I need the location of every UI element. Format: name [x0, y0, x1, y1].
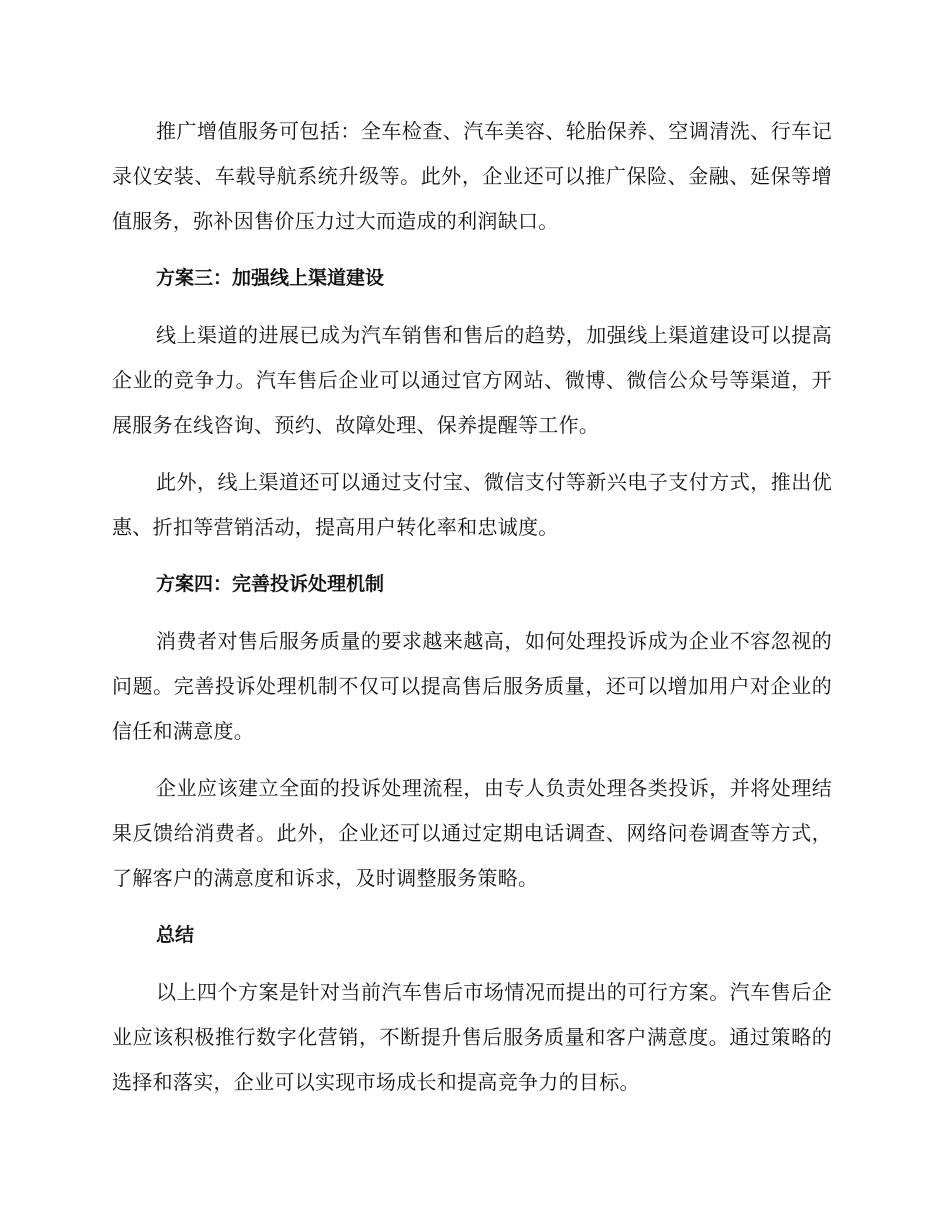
paragraph-complaint-process: 企业应该建立全面的投诉处理流程，由专人负责处理各类投诉，并将处理结果反馈给消费者。此外，企业还可以通过定期电话调查、网络问卷调查等方式，了解客户的满意度和诉求，及时调整服务策略。 — [112, 776, 832, 890]
paragraph-electronic-payments: 此外，线上渠道还可以通过支付宝、微信支付等新兴电子支付方式，推出优惠、折扣等营销活动，提高用户转化率和忠诚度。 — [112, 470, 832, 539]
paragraph-spacer — [112, 754, 832, 766]
paragraph-spacer — [112, 550, 832, 562]
paragraph-spacer — [112, 448, 832, 460]
heading-plan-four: 方案四：完善投诉处理机制 — [156, 573, 385, 595]
document-body — [112, 109, 832, 1105]
heading-plan-three: 方案三：加强线上渠道建设 — [156, 267, 385, 289]
paragraph-spacer — [112, 901, 832, 913]
paragraph-spacer — [112, 301, 832, 313]
paragraph-spacer — [112, 958, 832, 970]
paragraph-value-added-services: 推广增值服务可包括：全车检查、汽车美容、轮胎保养、空调清洗、行车记录仪安装、车载导航系统升级等。此外，企业还可以推广保险、金融、延保等增值服务，弥补因售价压力过大而造成的利润缺口。 — [112, 119, 832, 233]
paragraph-spacer — [112, 607, 832, 619]
paragraph-online-channels: 线上渠道的进展已成为汽车销售和售后的趋势，加强线上渠道建设可以提高企业的竞争力。汽车售后企业可以通过官方网站、微博、微信公众号等渠道，开展服务在线咨询、预约、故障处理、保养提醒等工作。 — [112, 323, 832, 437]
paragraph-spacer — [112, 244, 832, 256]
heading-summary: 总结 — [156, 924, 195, 946]
paragraph-complaint-quality: 消费者对售后服务质量的要求越来越高，如何处理投诉成为企业不容忽视的问题。完善投诉处理机制不仅可以提高售后服务质量，还可以增加用户对企业的信任和满意度。 — [112, 629, 832, 743]
paragraph-summary: 以上四个方案是针对当前汽车售后市场情况而提出的可行方案。汽车售后企业应该积极推行数字化营销，不断提升售后服务质量和客户满意度。通过策略的选择和落实，企业可以实现市场成长和提高竞争力的目标。 — [112, 980, 832, 1094]
